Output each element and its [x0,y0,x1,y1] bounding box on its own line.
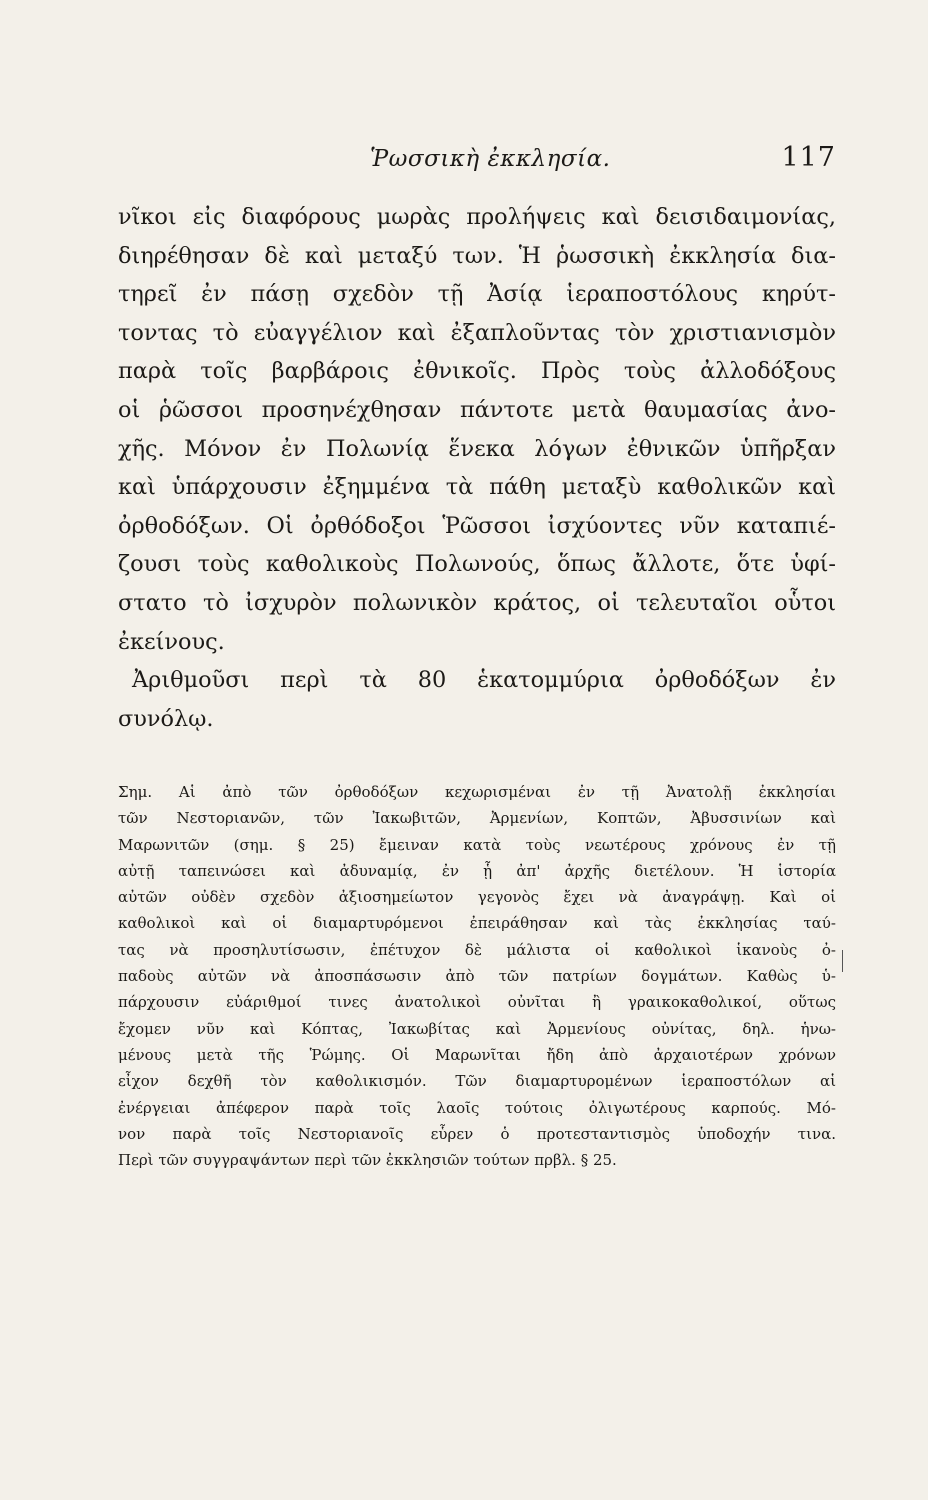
text-line: Ἀριθμοῦσι περὶ τὰ 80 ἑκατομμύρια ὀρθοδόξων ἐν [132,667,836,694]
note-line: αὐτῶν οὐδὲν σχεδὸν ἀξιοσημείωτον γεγονὸς ἔχει νὰ ἀναγράψῃ. Καὶ οἱ [118,888,836,907]
main-text [118,198,836,738]
note-line: Περὶ τῶν συγγραψάντων περὶ τῶν ἐκκλησιῶν τούτων πρβλ. § 25. [118,1151,617,1170]
text-line: καὶ ὑπάρχουσιν ἐξημμένα τὰ πάθη μεταξὺ καθολικῶν καὶ [118,474,836,501]
note-line: παδοὺς αὐτῶν νὰ ἀποσπάσωσιν ἀπὸ τῶν πατρίων δογμάτων. Καθὼς ὑ- [118,967,836,986]
note-line: ἐνέργειαι ἀπέφερον παρὰ τοῖς λαοῖς τούτοις ὀλιγωτέρους καρπούς. Μό- [118,1098,836,1117]
text-line: συνόλῳ. [118,705,214,732]
text-line: τοντας τὸ εὐαγγέλιον καὶ ἐξαπλοῦντας τὸν χριστιανισμὸν [118,319,836,346]
note-line: αὐτῇ ταπεινώσει καὶ ἀδυναμίᾳ, ἐν ᾗ ἀπ' ἀρχῆς διετέλουν. Ἡ ἱστορία [118,861,836,880]
text-line: οἱ ῥῶσσοι προσηνέχθησαν πάντοτε μετὰ θαυμασίας ἀνο- [118,396,836,423]
note-line: εἶχον δεχθῆ τὸν καθολικισμόν. Τῶν διαμαρτυρομένων ἱεραποστόλων αἱ [118,1072,836,1091]
running-title: Ῥωσσικὴ ἐκκλησία. [370,146,611,172]
note-line: ἔχομεν νῦν καὶ Κόπτας, Ἰακωβίτας καὶ Ἀρμενίους οὐνίτας, δηλ. ἡνω- [118,1019,836,1038]
text-line: διηρέθησαν δὲ καὶ μεταξύ των. Ἡ ῥωσσικὴ ἐκκλησία δια- [118,242,836,269]
note-line: Μαρωνιτῶν (σημ. § 25) ἔμειναν κατὰ τοὺς νεωτέρους χρόνους ἐν τῇ [118,835,836,854]
text-line: χῆς. Μόνον ἐν Πολωνίᾳ ἕνεκα λόγων ἐθνικῶν ὑπῆρξαν [118,435,836,462]
page-number: 117 [781,142,836,173]
text-line: τηρεῖ ἐν πάσῃ σχεδὸν τῇ Ἀσίᾳ ἱεραποστόλους κηρύτ- [118,281,836,308]
text-line: ζουσι τοὺς καθολικοὺς Πολωνούς, ὅπως ἄλλοτε, ὅτε ὑφί- [118,551,836,578]
text-line: ὀρθοδόξων. Οἱ ὀρθόδοξοι Ῥῶσσοι ἰσχύοντες νῦν καταπιέ- [118,512,836,539]
text-line: νῖκοι εἰς διαφόρους μωρὰς προλήψεις καὶ δεισιδαιμονίας, [118,204,836,230]
note-line: Σημ. Αἱ ἀπὸ τῶν ὀρθοδόξων κεχωρισμέναι ἐν τῇ Ἀνατολῇ ἐκκλησίαι [118,783,836,801]
note-block [118,779,836,1173]
note-line: τῶν Νεστοριανῶν, τῶν Ἰακωβιτῶν, Ἀρμενίων, Κοπτῶν, Ἀβυσσινίων καὶ [118,809,836,828]
note-line: πάρχουσιν εὐάριθμοί τινες ἀνατολικοὶ οὐνῖται ἢ γραικοκαθολικοί, οὕτως [118,993,836,1012]
text-line: ἐκείνους. [118,628,225,655]
note-line: καθολικοὶ καὶ οἱ διαμαρτυρόμενοι ἐπειράθησαν καὶ τὰς ἐκκλησίας ταύ- [118,914,836,933]
running-head [118,142,836,182]
text-line: παρὰ τοῖς βαρβάροις ἐθνικοῖς. Πρὸς τοὺς ἀλλοδόξους [118,358,836,385]
margin-mark [842,950,843,972]
note-line: νον παρὰ τοῖς Νεστοριανοῖς εὗρεν ὁ προτεσταντισμὸς ὑποδοχήν τινα. [118,1124,836,1143]
text-line: στατο τὸ ἰσχυρὸν πολωνικὸν κράτος, οἱ τελευταῖοι οὗτοι [118,589,836,616]
note-line: μένους μετὰ τῆς Ῥώμης. Οἱ Μαρωνῖται ἤδη ἀπὸ ἀρχαιοτέρων χρόνων [118,1045,836,1064]
note-line: τας νὰ προσηλυτίσωσιν, ἐπέτυχον δὲ μάλιστα οἱ καθολικοὶ ἱκανοὺς ὀ- [118,940,836,959]
